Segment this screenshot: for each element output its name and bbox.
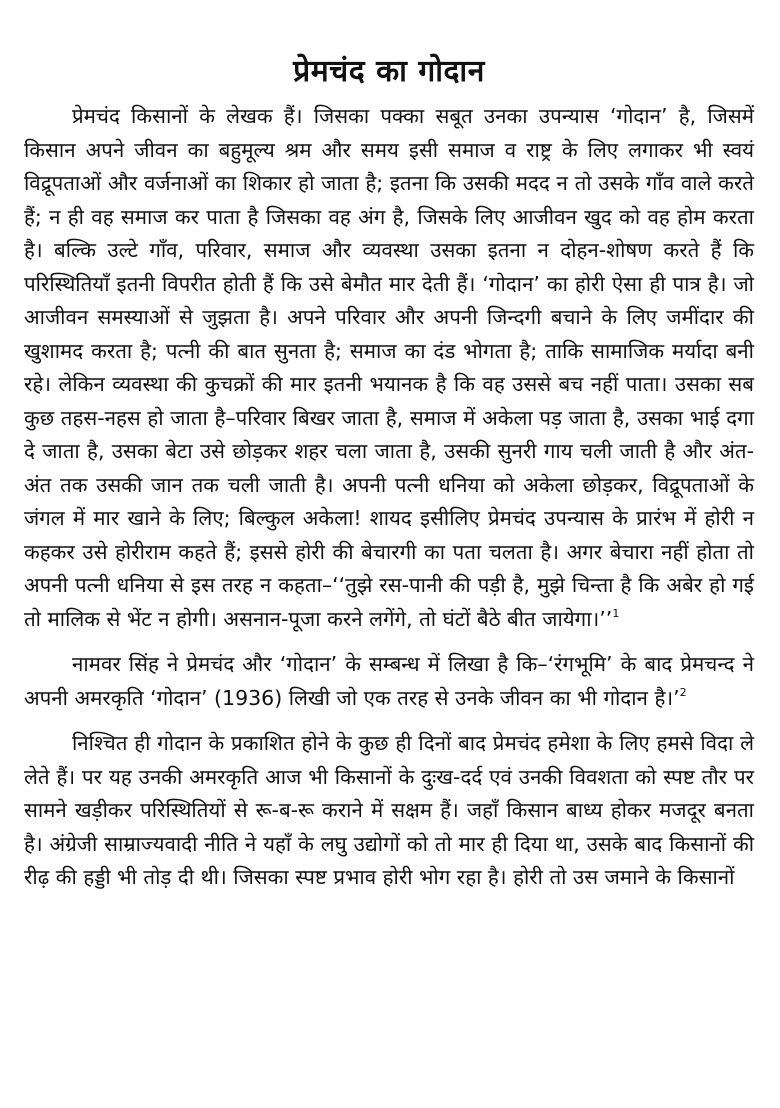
footnote-marker-2: 2 — [679, 685, 687, 699]
paragraph-2 — [24, 648, 754, 715]
paragraph-3-text: निश्चित ही गोदान के प्रकाशित होने के कुछ ही दिनों बाद प्रेमचंद हमेशा के लिए हमसे विदा ले लेते हैं। पर यह उनकी अमरकृति आज भी किसानों के दुःख-दर्द एवं उनकी विवशता को स्पष्ट तौर पर सामने खड़ीकर परिस्थितियों से रू-ब-रू कराने में सक्षम हैं। जहाँ किसान बाध्य होकर मजदूर बनता है। अंग्रेजी साम्राज्यवादी नीति ने यहाँ के लघु उद्योगों को तो मार ही दिया था, उसके बाद किसानों की रीढ़ की हड्डी भी तोड़ दी थी। जिसका स्पष्ट प्रभाव होरी भोग रहा है। होरी तो उस जमाने के किसानों — [24, 731, 754, 889]
paragraph-2-text: नामवर सिंह ने प्रेमचंद और ‘गोदान’ के सम्बन्ध में लिखा है कि–‘रंगभूमि’ के बाद प्रेमचन्द ने अपनी अमरकृति ‘गोदान’ (1936) लिखी जो एक तरह से उनके जीवन का भी गोदान है।’ — [24, 652, 754, 710]
page-title: प्रेमचंद का गोदान — [293, 54, 485, 89]
paragraph-1-text: प्रेमचंद किसानों के लेखक हैं। जिसका पक्का सबूत उनका उपन्यास ‘गोदान’ है, जिसमें किसान अपने जीवन का बहुमूल्य श्रम और समय इसी समाज व राष्ट्र के लिए लगाकर भी स्वयं विद्रूपताओं और वर्जनाओं का शिकार हो जाता है; इतना कि उसकी मदद न तो उसके गाँव वाले करते हैं; न ही वह समाज कर पाता है जिसका वह अंग है, जिसके लिए आजीवन खुद को वह होम करता है। बल्कि उल्टे गाँव, परिवार, समाज और व्यवस्था उसका इतना न दोहन-शोषण करते हैं कि परिस्थितियाँ इतनी विपरीत होती हैं कि उसे बेमौत मार देती हैं। ‘गोदान’ का होरी ऐसा ही पात्र है। जो आजीवन समस्याओं से जुझता है। अपने परिवार और अपनी जिन्दगी बचाने के लिए जमींदार की खुशामद करता है; पत्नी की बात सुनता है; समाज का दंड भोगता है; ताकि सामाजिक मर्यादा बनी रहे। लेकिन व्यवस्था की कुचक्रों की मार इतनी भयानक है कि वह उससे बच नहीं पाता। उसका सब कुछ तहस-नहस हो जाता है–परिवार बिखर जाता है, समाज में अकेला पड़ जाता है, उसका भाई दगा दे जाता है, उसका बेटा उसे छोड़कर शहर चला जाता है, उसकी सुनरी गाय चली जाती है और अंत-अंत तक उसकी जान तक चली जाती है। अपनी पत्नी धनिया को अकेला छोड़कर, विद्रूपताओं के जंगल में मार खाने के लिए; बिल्कुल अकेला! शायद इसीलिए प्रेमचंद उपन्यास के प्रारंभ में होरी न कहकर उसे होरीराम कहते हैं; इससे होरी की बेचारगी का पता चलता है। अगर बेचारा नहीं होता तो अपनी पत्नी धनिया से इस तरह न कहता–‘‘तुझे रस-पानी की पड़ी है, मुझे चिन्ता है कि अबेर हो गई तो मालिक से भेंट न होगी। असनान-पूजा करने लगेंगे, तो घंटों बैठे बीत जायेगा।’’ — [24, 104, 754, 631]
paragraph-3 — [24, 727, 754, 895]
paragraph-1 — [24, 100, 754, 636]
footnote-marker-1: 1 — [612, 606, 620, 620]
